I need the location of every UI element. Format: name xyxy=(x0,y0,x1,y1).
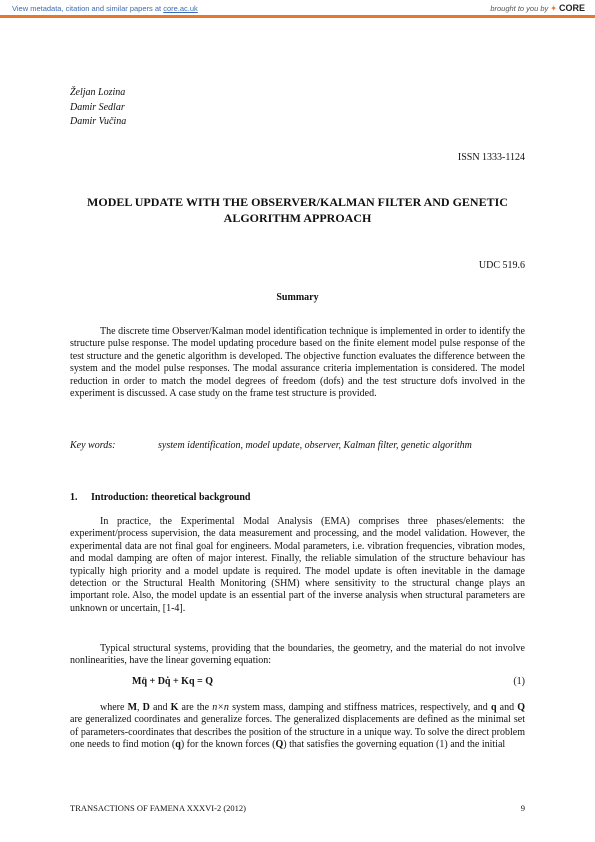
core-brand-label: CORE xyxy=(558,3,585,13)
brought-to-you-label: brought to you by xyxy=(490,3,549,13)
author-list xyxy=(70,86,126,130)
author-name: Damir Sedlar xyxy=(70,101,125,113)
text-run: are generalized coordinates and generalize forces. The generalized displacements are defined as the minimal set of parameters-coordinates that describes the position of the structure in a unique way. To solve the direct problem one needs to find motion ( xyxy=(70,714,525,751)
core-logo-icon: ✦ xyxy=(550,3,557,13)
paper-title: MODEL UPDATE WITH THE OBSERVER/KALMAN FILTER AND GENETIC ALGORITHM APPROACH xyxy=(87,195,508,225)
section-title: Introduction: theoretical background xyxy=(91,492,251,503)
section-heading xyxy=(70,492,250,503)
text-run: ) for the known forces ( xyxy=(180,739,276,751)
text-run: and xyxy=(496,702,518,713)
section-number: 1. xyxy=(70,492,78,503)
text-run: ) that satisfies the governing equation (1) and the initial xyxy=(283,739,506,751)
udc-number: UDC 519.6 xyxy=(478,260,525,271)
symbol-Q: Q xyxy=(517,702,525,713)
symbol-D: D xyxy=(142,702,150,713)
symbol-q: q xyxy=(175,739,181,751)
symbol-K: K xyxy=(170,702,179,713)
keywords-block xyxy=(70,440,525,452)
core-metadata-label: View metadata, citation and similar papers at xyxy=(12,4,164,13)
text-run: , xyxy=(137,702,143,713)
body-paragraph: In practice, the Experimental Modal Analysis (EMA) comprises three phases/elements: the experiment/process supervision, the data measurement and processing, and the model validation. However, the experimental data are not final goal for engineers. Modal parameters, i.e. vibration frequencies, vibration modes, and modal damping are often of major interest. Finally, the reliable simulation of the structure behaviour has typically high priority and a model update is required. The model update is often inevitable in the damage detection or the Structural Health Monitoring (SHM) where sensitivity to the structural change plays an important role. Also, the model update is an essential part of the inverse analysis when structural parameters are unknown or uncertain, [1-4]. xyxy=(70,516,525,614)
symbol-M: M xyxy=(127,702,138,713)
keywords-value: system identification, model update, observer, Kalman filter, genetic algorithm xyxy=(158,440,472,451)
text-run: where xyxy=(100,702,128,713)
body-paragraph: Typical structural systems, providing that the boundaries, the geometry, and the material do not involve nonlinearities, have the linear governing equation: xyxy=(70,643,525,667)
journal-name: TRANSACTIONS OF FAMENA XXXVI-2 (2012) xyxy=(70,803,246,813)
issn-number: ISSN 1333-1124 xyxy=(457,152,525,163)
body-paragraph xyxy=(70,702,525,752)
core-metadata-text xyxy=(12,4,198,13)
author-name: Željan Lozina xyxy=(70,87,126,98)
page-number: 9 xyxy=(520,803,525,813)
core-banner xyxy=(0,0,595,18)
summary-paragraph: The discrete time Observer/Kalman model identification technique is implemented in order to identify the structure pulse response. The model updating procedure based on the finite element model pulse response of the test structure and the genetic algorithm is developed. The objective function evaluates the difference between the system and the model pulse responses. The modal assurance criteria implementation is considered. The model reduction in order to match the model degrees of freedom (dofs) and the test structure dofs involved in the experiment is discussed. A case study on the frame test structure is provided. xyxy=(70,326,525,400)
author-name: Damir Vučina xyxy=(70,116,127,127)
text-run: system mass, damping and stiffness matrices, respectively, and xyxy=(228,702,491,713)
text-run: and xyxy=(149,702,171,713)
symbol-Q: Q xyxy=(275,739,284,751)
summary-heading: Summary xyxy=(276,292,319,303)
symbol-nxn: n×n xyxy=(212,702,229,713)
symbol-q: q xyxy=(490,702,497,713)
core-brand[interactable] xyxy=(490,3,585,13)
equation-expression: Mq̈ + Dq̇ + Kq = Q xyxy=(132,676,213,687)
keywords-label: Key words: xyxy=(70,440,116,451)
core-link[interactable]: core.ac.uk xyxy=(163,4,198,13)
equation-number: (1) xyxy=(513,676,525,687)
text-run: are the xyxy=(178,702,213,713)
